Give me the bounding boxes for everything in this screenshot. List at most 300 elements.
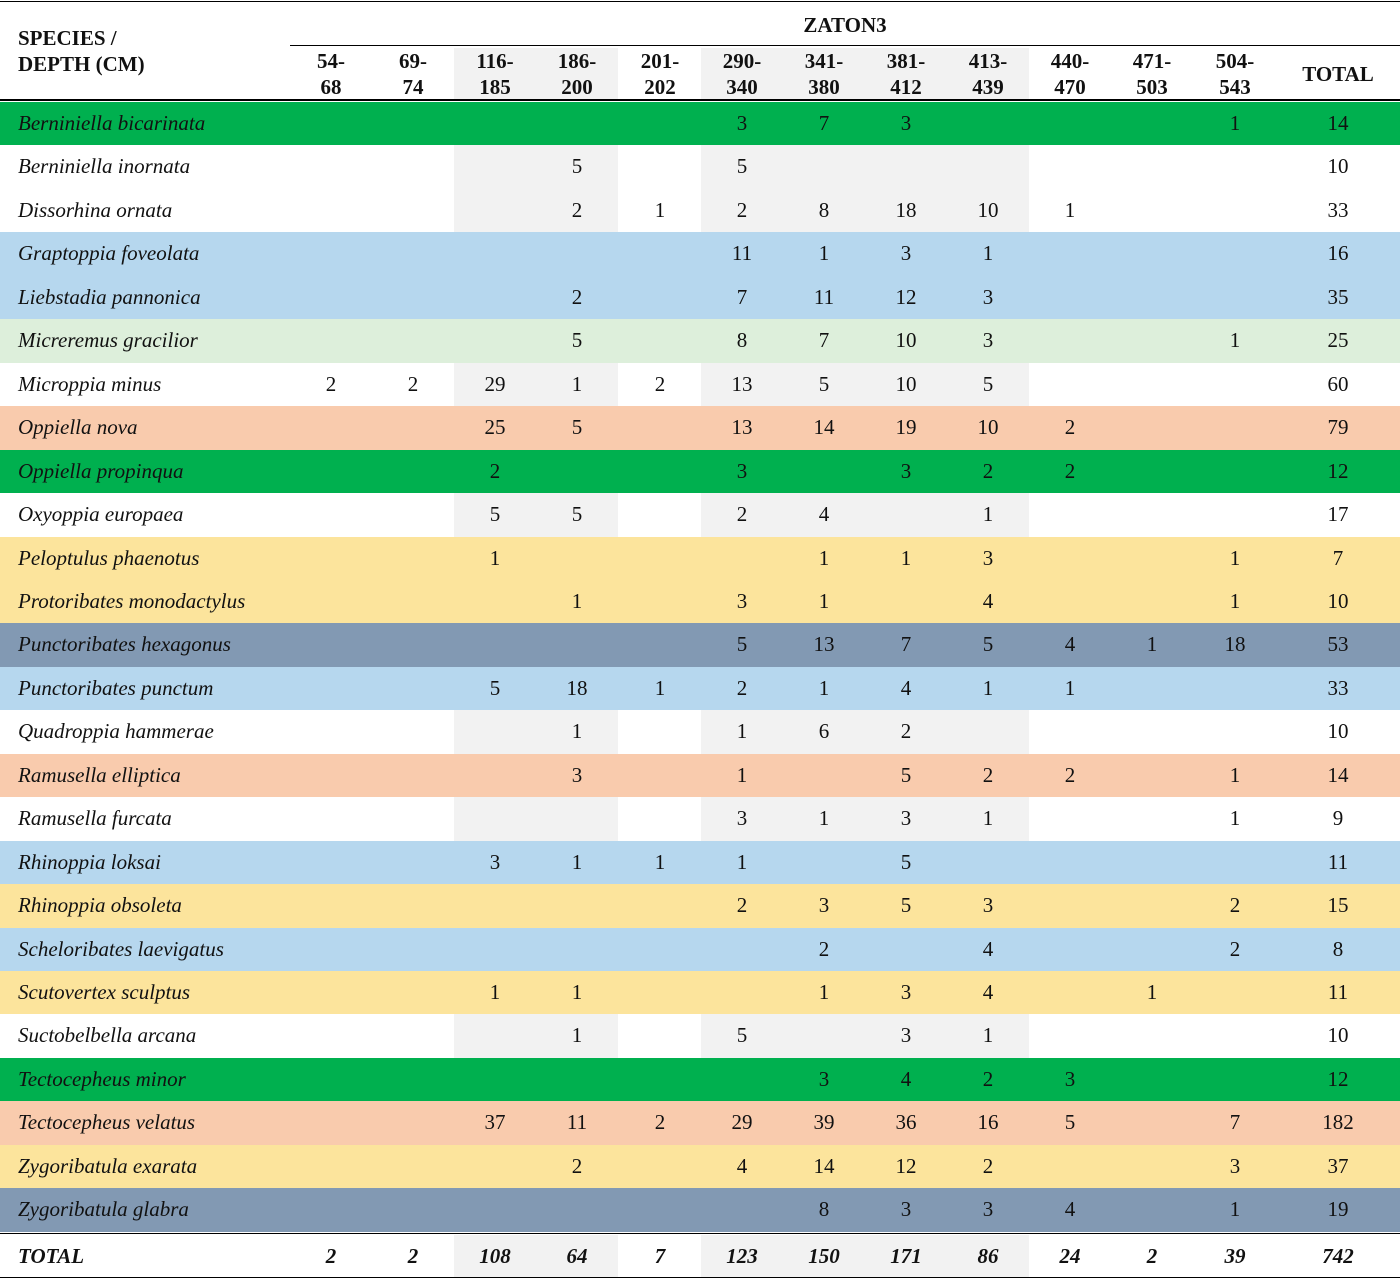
count-cell: 2 [489, 458, 501, 483]
count-cell: 5 [783, 363, 865, 407]
count-cell [290, 928, 372, 972]
count-cell: 16 [977, 1110, 999, 1135]
species-name: Tectocepheus velatus [18, 1110, 196, 1135]
count-cell [1111, 493, 1193, 537]
count-cell [290, 450, 372, 494]
total-rule [0, 1233, 1400, 1234]
count-cell: 1 [1229, 328, 1241, 353]
column-total-cell: 171 [865, 1235, 947, 1278]
row-total-cell: 9 [1332, 806, 1344, 831]
count-cell: 2 [571, 284, 583, 309]
column-total-cell: 2 [325, 1244, 337, 1268]
depth-header [536, 48, 618, 99]
species-depth-header [18, 25, 145, 77]
count-cell [619, 493, 701, 537]
count-cell [372, 754, 454, 798]
count-cell: 1 [1229, 1197, 1241, 1222]
count-cell [454, 710, 536, 754]
total-header: TOTAL [1302, 62, 1374, 86]
row-total-cell: 53 [1327, 632, 1349, 657]
table-row [0, 754, 1400, 798]
count-cell [290, 754, 372, 798]
depth-header-bottom: 200 [561, 75, 593, 99]
count-cell: 1 [818, 980, 830, 1004]
count-cell [619, 537, 701, 581]
count-cell [372, 450, 454, 494]
column-total-cell: 2 [407, 1244, 419, 1268]
count-cell [1111, 710, 1193, 754]
species-name: Oppiella propinqua [18, 458, 184, 483]
depth-header-top: 440- [1050, 49, 1090, 73]
count-cell [536, 884, 618, 928]
depth-header-bottom: 412 [890, 75, 922, 99]
count-cell: 13 [813, 632, 835, 657]
count-cell: 1 [654, 675, 666, 700]
count-cell [1029, 232, 1111, 276]
count-cell: 1 [1229, 588, 1241, 613]
count-cell [290, 1188, 372, 1232]
count-cell: 5 [454, 493, 536, 537]
row-total-cell: 19 [1327, 1197, 1349, 1222]
count-cell: 6 [783, 710, 865, 754]
count-cell: 4 [900, 675, 912, 700]
count-cell [372, 1014, 454, 1058]
count-cell [536, 797, 618, 841]
species-name: Micreremus gracilior [18, 328, 198, 353]
count-cell: 1 [736, 849, 748, 874]
count-cell [372, 1101, 454, 1145]
count-cell: 12 [895, 284, 917, 309]
species-name: Ramusella elliptica [18, 762, 181, 787]
count-cell [290, 406, 372, 450]
count-cell: 39 [813, 1110, 835, 1135]
count-cell [372, 102, 454, 146]
row-total-cell: 14 [1327, 762, 1349, 787]
count-cell [454, 1014, 536, 1058]
row-total-cell: 14 [1327, 111, 1349, 135]
count-cell: 5 [1064, 1110, 1076, 1135]
count-cell: 2 [571, 1153, 583, 1178]
row-total-cell: 7 [1332, 545, 1344, 570]
table-row [0, 623, 1400, 667]
count-cell [1194, 710, 1276, 754]
count-cell: 1 [783, 797, 865, 841]
count-cell [1029, 841, 1111, 885]
count-cell [947, 710, 1029, 754]
species-name: Berniniella bicarinata [18, 111, 206, 135]
depth-header [865, 48, 947, 99]
count-cell [1194, 406, 1276, 450]
count-cell [619, 710, 701, 754]
count-cell [1029, 493, 1111, 537]
count-cell: 7 [818, 328, 830, 353]
count-cell: 1 [1229, 806, 1241, 831]
row-total-cell: 11 [1327, 849, 1349, 874]
count-cell [619, 406, 701, 450]
count-cell [1194, 232, 1276, 276]
species-name: Protoribates monodactylus [18, 588, 246, 613]
row-total-cell: 11 [1327, 980, 1349, 1004]
count-cell [454, 189, 536, 233]
count-cell [290, 319, 372, 363]
count-cell: 8 [783, 189, 865, 233]
count-cell: 36 [895, 1110, 917, 1135]
count-cell [290, 797, 372, 841]
species-name: Graptoppia foveolata [18, 241, 200, 266]
table-row [0, 145, 1400, 189]
species-name: Peloptulus phaenotus [18, 545, 200, 570]
count-cell [290, 1145, 372, 1189]
count-cell [619, 754, 701, 798]
count-cell: 3 [701, 797, 783, 841]
table-row [0, 319, 1400, 363]
count-cell [536, 232, 618, 276]
count-cell [1194, 1058, 1276, 1102]
count-cell [1029, 1014, 1111, 1058]
grand-total-cell: 742 [1322, 1244, 1354, 1268]
count-cell: 2 [982, 458, 994, 483]
count-cell [454, 754, 536, 798]
count-cell [454, 145, 536, 189]
count-cell [1111, 928, 1193, 972]
count-cell [372, 145, 454, 189]
count-cell [619, 232, 701, 276]
row-total-cell: 12 [1327, 1066, 1349, 1091]
column-total-cell: 64 [536, 1235, 618, 1278]
count-cell: 1 [818, 588, 830, 613]
count-cell: 1 [900, 545, 912, 570]
count-cell: 5 [900, 762, 912, 787]
count-cell [783, 841, 865, 885]
count-cell [1111, 841, 1193, 885]
table-row [0, 189, 1400, 233]
count-cell: 5 [701, 1014, 783, 1058]
count-cell: 5 [701, 145, 783, 189]
count-cell [290, 537, 372, 581]
count-cell [290, 971, 372, 1015]
count-cell: 5 [900, 849, 912, 874]
depth-header-bottom: 543 [1219, 75, 1251, 99]
count-cell: 2 [1229, 893, 1241, 918]
count-cell: 1 [818, 241, 830, 266]
count-cell [372, 493, 454, 537]
count-cell [1111, 1014, 1193, 1058]
count-cell [536, 450, 618, 494]
count-cell [1111, 537, 1193, 581]
count-cell: 3 [489, 849, 501, 874]
count-cell [701, 1188, 783, 1232]
count-cell: 4 [982, 936, 994, 961]
count-cell: 3 [982, 893, 994, 918]
count-cell [619, 102, 701, 146]
count-cell [1029, 884, 1111, 928]
count-cell [619, 884, 701, 928]
count-cell [1111, 1188, 1193, 1232]
species-name: Tectocepheus minor [18, 1066, 186, 1091]
count-cell: 2 [325, 371, 337, 396]
count-cell: 3 [818, 1066, 830, 1091]
count-cell: 2 [654, 1110, 666, 1135]
depth-header [372, 48, 454, 99]
depth-header [1029, 48, 1111, 99]
count-cell: 4 [1064, 632, 1076, 657]
count-cell: 3 [900, 1197, 912, 1222]
count-cell: 1 [489, 545, 501, 570]
count-cell: 3 [982, 1197, 994, 1222]
count-cell [536, 623, 618, 667]
count-cell [865, 580, 947, 624]
count-cell [1111, 797, 1193, 841]
depth-header-top: 116- [476, 49, 514, 73]
count-cell: 5 [489, 675, 501, 700]
count-cell: 3 [736, 458, 748, 483]
count-cell [1111, 102, 1193, 146]
depth-header [947, 48, 1029, 99]
depth-header [701, 48, 783, 99]
count-cell [619, 1014, 701, 1058]
column-total-cell: 108 [454, 1235, 536, 1278]
count-cell: 1 [1146, 632, 1158, 657]
count-cell [1111, 754, 1193, 798]
depth-header [1111, 48, 1193, 99]
species-name: Zygoribatula exarata [18, 1153, 198, 1178]
row-total-cell: 35 [1327, 284, 1349, 309]
count-cell: 13 [731, 415, 753, 440]
count-cell: 5 [947, 363, 1029, 407]
species-label: SPECIES / [18, 26, 117, 50]
count-cell [372, 319, 454, 363]
count-cell: 1 [654, 197, 666, 222]
count-cell [290, 189, 372, 233]
count-cell [454, 623, 536, 667]
count-cell: 5 [900, 893, 912, 918]
count-cell [783, 1014, 865, 1058]
count-cell: 10 [895, 328, 917, 353]
depth-header-top: 186- [557, 49, 597, 73]
count-cell: 12 [895, 1153, 917, 1178]
table-row [0, 537, 1400, 581]
species-name: Suctobelbella arcana [18, 1023, 197, 1048]
count-cell [1194, 1014, 1276, 1058]
row-total-cell: 10 [1327, 588, 1349, 613]
depth-header-top: 471- [1132, 49, 1172, 73]
count-cell [1029, 971, 1111, 1015]
count-cell: 14 [813, 415, 835, 440]
total-label: TOTAL [18, 1244, 85, 1268]
count-cell [1029, 363, 1111, 407]
count-cell [619, 580, 701, 624]
count-cell: 1 [536, 710, 618, 754]
species-name: Berniniella inornata [18, 154, 191, 179]
count-cell: 4 [982, 980, 994, 1004]
bottom-rule [0, 1277, 1400, 1278]
count-cell: 1 [571, 588, 583, 613]
count-cell [454, 1058, 536, 1102]
count-cell: 1 [571, 849, 583, 874]
table-row [0, 102, 1400, 146]
count-cell [372, 537, 454, 581]
count-cell [619, 971, 701, 1015]
count-cell [619, 1145, 701, 1189]
count-cell: 1 [818, 545, 830, 570]
count-cell [1111, 580, 1193, 624]
count-cell: 2 [407, 371, 419, 396]
count-cell [1194, 841, 1276, 885]
count-cell: 8 [818, 1197, 830, 1222]
count-cell [1111, 232, 1193, 276]
count-cell [290, 841, 372, 885]
count-cell [701, 537, 783, 581]
depth-header-top: 381- [886, 49, 926, 73]
species-name: Dissorhina ornata [18, 197, 173, 222]
depth-header-top: 69- [399, 49, 427, 73]
count-cell [372, 580, 454, 624]
depth-header-bottom: 503 [1136, 75, 1168, 99]
species-name: Rhinoppia obsoleta [18, 893, 182, 918]
count-cell [865, 145, 947, 189]
column-total-cell: 7 [654, 1244, 666, 1268]
count-cell: 11 [731, 241, 753, 266]
depth-label: DEPTH (CM) [18, 52, 145, 76]
count-cell [701, 928, 783, 972]
count-cell [454, 319, 536, 363]
count-cell [1194, 189, 1276, 233]
count-cell [372, 928, 454, 972]
row-total-cell: 60 [1327, 371, 1349, 396]
species-name: Punctoribates punctum [18, 675, 214, 700]
count-cell: 1 [982, 241, 994, 266]
count-cell: 5 [571, 415, 583, 440]
count-cell [1111, 1145, 1193, 1189]
species-name: Zygoribatula glabra [18, 1197, 189, 1222]
depth-header [619, 48, 701, 99]
count-cell [619, 928, 701, 972]
depth-header-bottom: 340 [726, 75, 758, 99]
count-cell [701, 1058, 783, 1102]
count-cell: 2 [736, 893, 748, 918]
count-cell [372, 841, 454, 885]
row-total-cell: 8 [1332, 936, 1344, 961]
count-cell [290, 102, 372, 146]
count-cell [947, 145, 1029, 189]
count-cell: 3 [571, 762, 583, 787]
count-cell [1194, 971, 1276, 1015]
count-cell [372, 276, 454, 320]
count-cell: 2 [701, 189, 783, 233]
count-cell [619, 623, 701, 667]
count-cell [619, 319, 701, 363]
depth-header-top: 290- [722, 49, 762, 73]
count-cell [701, 971, 783, 1015]
count-cell [1029, 537, 1111, 581]
table-row [0, 232, 1400, 276]
row-total-cell: 15 [1327, 893, 1349, 918]
count-cell: 2 [982, 1066, 994, 1091]
count-cell: 8 [736, 328, 748, 353]
count-cell [1029, 1145, 1111, 1189]
count-cell: 18 [566, 675, 588, 700]
count-cell [372, 1188, 454, 1232]
count-cell [1029, 319, 1111, 363]
count-cell [1029, 928, 1111, 972]
species-name: Oppiella nova [18, 415, 138, 440]
header-rule [0, 99, 1400, 101]
count-cell [1111, 884, 1193, 928]
species-name: Oxyoppia europaea [18, 502, 184, 527]
count-cell [619, 450, 701, 494]
count-cell: 7 [900, 632, 912, 657]
count-cell [1029, 276, 1111, 320]
count-cell [1194, 363, 1276, 407]
count-cell [290, 580, 372, 624]
count-cell: 1 [982, 675, 994, 700]
count-cell [290, 1101, 372, 1145]
count-cell [619, 797, 701, 841]
count-cell [372, 406, 454, 450]
count-cell [372, 1058, 454, 1102]
row-total-cell: 33 [1327, 197, 1349, 222]
count-cell: 1 [947, 797, 1029, 841]
count-cell [454, 276, 536, 320]
count-cell: 4 [982, 588, 994, 613]
count-cell [454, 928, 536, 972]
count-cell [290, 1014, 372, 1058]
count-cell [536, 1058, 618, 1102]
count-cell [454, 797, 536, 841]
count-cell: 1 [536, 363, 618, 407]
count-cell [290, 710, 372, 754]
count-cell [865, 493, 947, 537]
count-cell: 1 [1229, 762, 1241, 787]
count-cell: 3 [818, 893, 830, 918]
count-cell: 3 [982, 328, 994, 353]
count-cell: 2 [982, 1153, 994, 1178]
count-cell: 25 [484, 415, 506, 440]
row-total-cell: 12 [1327, 458, 1349, 483]
depth-header-bottom: 185 [479, 75, 511, 99]
count-cell: 3 [865, 1014, 947, 1058]
depth-header [783, 48, 865, 99]
column-total-cell: 86 [947, 1235, 1029, 1278]
count-cell: 14 [813, 1153, 835, 1178]
row-total-cell: 16 [1327, 241, 1349, 266]
row-total-cell: 33 [1327, 675, 1349, 700]
count-cell [1111, 406, 1193, 450]
count-cell [372, 232, 454, 276]
species-name: Scheloribates laevigatus [18, 936, 224, 961]
table-row [0, 1014, 1400, 1058]
depth-header [454, 48, 536, 99]
species-name: Punctoribates hexagonus [18, 632, 231, 657]
column-total-cell: 39 [1224, 1244, 1246, 1268]
count-cell: 1 [818, 675, 830, 700]
table-row [0, 1145, 1400, 1189]
table-row [0, 450, 1400, 494]
table-row [0, 710, 1400, 754]
count-cell: 3 [736, 588, 748, 613]
count-cell: 7 [1229, 1110, 1241, 1135]
count-cell: 3 [900, 458, 912, 483]
count-cell: 29 [731, 1110, 753, 1135]
table-row [0, 1058, 1400, 1102]
count-cell: 5 [571, 328, 583, 353]
count-cell [783, 145, 865, 189]
count-cell [1194, 667, 1276, 711]
count-cell: 3 [1229, 1153, 1241, 1178]
species-name: Scutovertex sculptus [18, 980, 191, 1004]
count-cell [1111, 450, 1193, 494]
count-cell [947, 102, 1029, 146]
